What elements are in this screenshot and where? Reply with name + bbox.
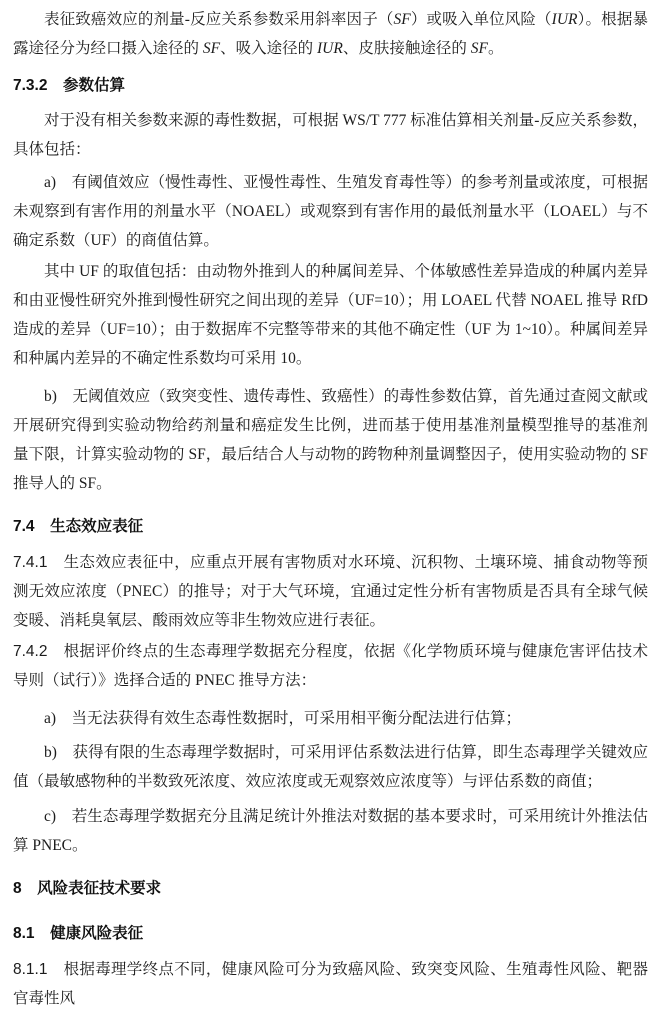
list-item-a-equilibrium-partitioning: a) 当无法获得有效生态毒性数据时，可采用相平衡分配法进行估算；: [44, 710, 522, 727]
paragraph-carcinogenic-dose-response: 表征致癌效应的剂量-反应关系参数采用斜率因子（SF）或吸入单位风险（IUR）。根据暴露途径分为经口摄入途径的 SF、吸入途径的 IUR、皮肤接触途径的 SF。: [13, 11, 648, 57]
list-item-b-assessment-factor-method: b) 获得有限的生态毒理学数据时，可采用评估系数法进行估算，即生态毒理学关键效应值（最敏感物种的半数致死浓度、效应浓度或无观察效应浓度等）与评估系数的商值；: [13, 744, 648, 790]
heading-7-3-2-parameter-estimation: 7.3.2 参数估算: [13, 77, 125, 94]
heading-8-risk-characterization-requirements: 8 风险表征技术要求: [13, 880, 162, 897]
list-item-b-non-threshold-effects: b) 无阈值效应（致突变性、遗传毒性、致癌性）的毒性参数估算，首先通过查阅文献或开展研究得到实验动物给药剂量和癌症发生比例，进而基于使用基准剂量模型推导的基准剂量下限，计算实验动物的 SF，最后结合人与动物的跨物种剂量调整因子，使用实验动物的 SF 推导人的 SF。: [13, 388, 648, 492]
paragraph-parameter-sources: 对于没有相关参数来源的毒性数据，可根据 WS/T 777 标准估算相关剂量-反应关系参数，具体包括：: [13, 112, 648, 158]
list-item-c-statistical-extrapolation: c) 若生态毒理学数据充分且满足统计外推法对数据的基本要求时，可采用统计外推法估算 PNEC。: [13, 808, 648, 854]
heading-8-1-health-risk-characterization: 8.1 健康风险表征: [13, 925, 144, 942]
clause-7-4-2-pnec-method-selection: 7.4.2 根据评价终点的生态毒理学数据充分程度，依据《化学物质环境与健康危害评估技术导则（试行）》选择合适的 PNEC 推导方法：: [13, 643, 648, 689]
clause-7-4-1-pnec-derivation: 7.4.1 生态效应表征中，应重点开展有害物质对水环境、沉积物、土壤环境、捕食动物等预测无效应浓度（PNEC）的推导；对于大气环境，宜通过定性分析有害物质是否具有全球气候变暖、消耗臭氧层、酸雨效应等非生物效应进行表征。: [13, 554, 648, 629]
heading-7-4-ecological-effect-characterization: 7.4 生态效应表征: [13, 518, 144, 535]
paragraph-uf-values: 其中 UF 的取值包括：由动物外推到人的种属间差异、个体敏感性差异造成的种属内差异和由亚慢性研究外推到慢性研究之间出现的差异（UF=10）；用 LOAEL 代替 NOAEL 推导 RfD 造成的差异（UF=10）；由于数据库不完整等带来的其他不确定性（UF 为 1~10）。种属间差异和种属内差异的不确定性系数均可采用 10。: [13, 263, 648, 367]
list-item-a-threshold-effects: a) 有阈值效应（慢性毒性、亚慢性毒性、生殖发育毒性等）的参考剂量或浓度，可根据未观察到有害作用的剂量水平（NOAEL）或观察到有害作用的最低剂量水平（LOAEL）与不确定系数（UF）的商值估算。: [13, 174, 648, 249]
clause-8-1-1-health-risk-types: 8.1.1 根据毒理学终点不同，健康风险可分为致癌风险、致突变风险、生殖毒性风险、靶器官毒性风: [13, 961, 648, 1007]
